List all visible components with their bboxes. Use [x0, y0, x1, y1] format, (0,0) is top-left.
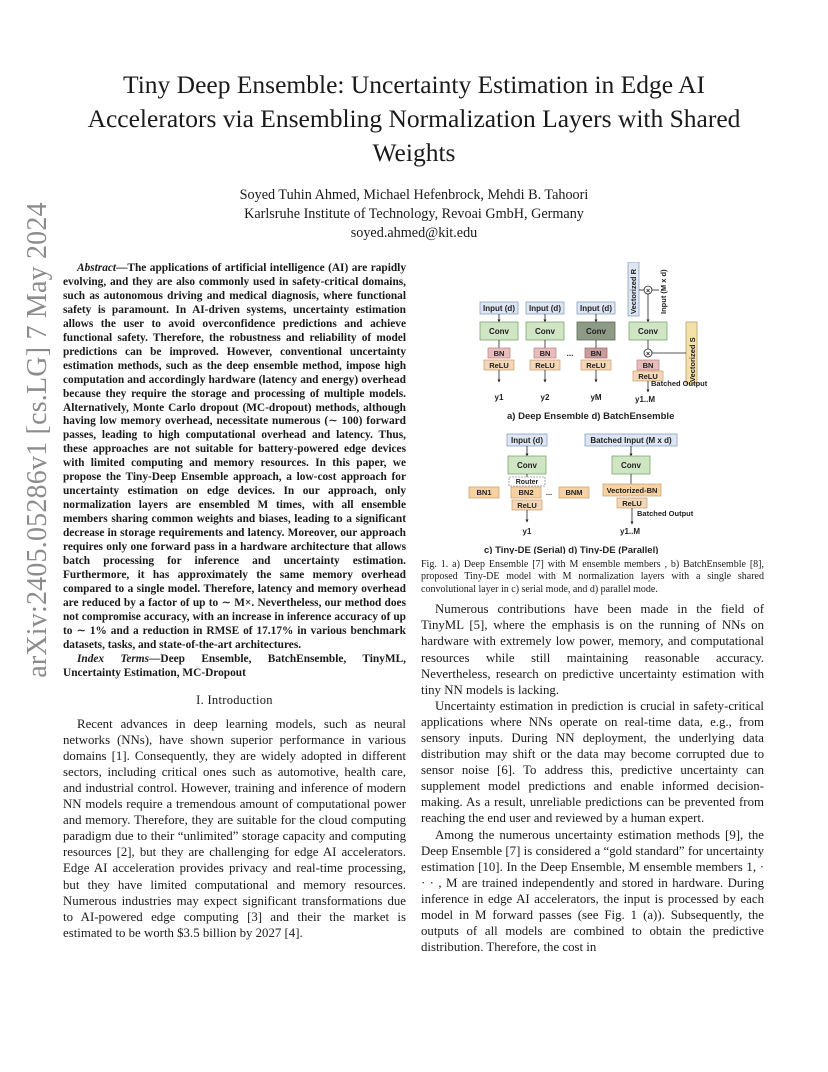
section-heading-introduction: I. Introduction	[196, 692, 273, 707]
index-terms-lead: Index Terms	[77, 652, 150, 665]
arxiv-identifier[interactable]: arXiv:2405.05286v1 [cs.LG] 7 May 2024	[22, 202, 53, 678]
tiny-de-serial	[469, 434, 589, 536]
paper-title: Tiny Deep Ensemble: Uncertainty Estimation in Edge AI Accelerators via Ensembling Normalization Layers with Shared Weights	[87, 70, 741, 167]
label-input: Input (d)	[580, 304, 612, 313]
figure-1-diagram	[421, 262, 764, 554]
label-conv: Conv	[517, 461, 537, 470]
label-conv: Conv	[586, 327, 606, 336]
figure-1-caption: Fig. 1. a) Deep Ensemble [7] with M ensemble members , b) BatchEnsemble [8], proposed Tiny-DE model with M normalization layers with a single shared convolutional layer in c) serial mode, and d) parallel mode.	[421, 559, 764, 595]
index-terms-text: —Deep Ensemble, BatchEnsemble, TinyML, Uncertainty Estimation, MC-Dropout	[63, 652, 407, 679]
label-output-ym: yM	[590, 393, 602, 402]
svg-text:×: ×	[645, 288, 651, 295]
svg-text:×: ×	[645, 351, 651, 358]
paragraph: Recent advances in deep learning models, such as neural networks (NNs), have shown superior performance in various domains [1]. Consequently, they are widely adopted in different sectors, including critical ones such as automotive, health care, and industrial control. However, training and inference of modern NN models require a tremendous amount of computational power and memory. Therefore, they are suitable for the cloud computing paradigm due to their “unlimited” storage capacity and computing resources [2], but they are challenging for edge AI accelerators. Edge AI acceleration provides privacy and real-time processing, but they have limited computational and memory resources. Numerous industries may expect significant transformations due to AI-powered edge computing [3] and their the market is estimated to be worth $3.5 billion by 2027 [4].	[63, 716, 406, 940]
label-vectorized-bn: Vectorized-BN	[606, 486, 658, 495]
label-output-y1: y1	[522, 527, 532, 536]
label-conv: Conv	[489, 327, 509, 336]
left-column	[63, 262, 406, 941]
subcaption-cd: c) Tiny-DE (Serial) d) Tiny-DE (Parallel)	[484, 545, 659, 554]
abstract	[63, 262, 406, 653]
label-input: Input (d)	[511, 436, 543, 445]
author-names: Soyed Tuhin Ahmed, Michael Hefenbrock, Mehdi B. Tahoori	[239, 187, 589, 203]
index-terms	[63, 653, 406, 681]
abstract-text: —The applications of artificial intelligence (AI) are rapidly evolving, and they are also commonly used in safety-critical domains, such as autonomous driving and medical diagnosis, where functional safety is paramount. In AI-driven systems, uncertainty estimation allows the user to avoid overconfidence predictions and achieve functional safety. Therefore, the robustness and reliability of model predictions can be improved. However, conventional uncertainty estimation methods, such as the deep ensemble method, impose high computation and accordingly hardware (latency and energy) overhead because they require the storage and processing of multiple models. Alternatively, Monte Carlo dropout (MC-dropout) methods, although having low memory overhead, necessitate numerous (∼ 100) forward passes, leading to high computational overhead and latency. Thus, these approaches are not suitable for battery-powered edge devices with limited computing and memory resources. In this paper, we propose the Tiny-Deep Ensemble approach, a low-cost approach for uncertainty estimation on edge devices. In our approach, only normalization layers are ensembled M times, with all ensemble members sharing common weights and biases, leading to a significant decrease in storage requirements and latency. Moreover, our approach requires only one forward pass in a hardware architecture that allows batch processing for inference and uncertainty estimation. Furthermore, it has approximately the same memory overhead compared to a single model. Therefore, latency and memory overhead are reduced by a factor of up to ∼ M×. Nevertheless, our method does not compromise accuracy, with an increase in inference accuracy of up to ∼ 1% and a reduction in RMSE of 17.17% in various benchmark datasets, tasks, and state-of-the-art architectures.	[63, 262, 406, 651]
figure-1	[421, 262, 764, 554]
label-conv: Conv	[621, 461, 641, 470]
label-bnm: BNM	[565, 488, 583, 497]
subcaption-ab: a) Deep Ensemble d) BatchEnsemble	[507, 411, 675, 422]
right-column	[421, 559, 764, 955]
label-output-y1m: y1..M	[635, 395, 656, 404]
label-relu: ReLU	[622, 499, 642, 508]
label-relu: ReLU	[535, 361, 555, 370]
abstract-lead: Abstract	[77, 262, 117, 274]
deep-ensemble-member-1	[480, 302, 518, 402]
label-bn: BN	[590, 349, 602, 358]
deep-ensemble-member-2	[526, 302, 564, 402]
label-bn: BN	[539, 349, 551, 358]
tiny-de-parallel	[585, 434, 694, 536]
author-email[interactable]: soyed.ahmed@kit.edu	[350, 225, 478, 241]
label-router: Router	[515, 479, 539, 486]
label-input: Input (d)	[529, 304, 561, 313]
label-vectorized-r: Vectorized R	[629, 268, 638, 314]
deep-ensemble-member-m	[577, 302, 615, 402]
label-output-y1: y1	[494, 393, 504, 402]
label-batched-output: Batched Output	[651, 379, 708, 388]
label-bn1: BN1	[476, 488, 492, 497]
label-relu: ReLU	[489, 361, 509, 370]
label-vectorized-s: Vectorized S	[688, 337, 697, 382]
label-output-y1m: y1..M	[620, 527, 641, 536]
label-dots: ...	[545, 488, 553, 497]
label-batched-input: Batched Input (M x d)	[590, 436, 672, 445]
paragraph: Uncertainty estimation in prediction is crucial in safety-critical applications where NNs operate on real-time data, e.g., from sensory inputs. During NN deployment, the underlying data distribution may shift or the data may become corrupted due to sensor noise [6]. To address this, predictive uncertainty can supplement model predictions and enable informed decision-making. As a result, unreliable predictions can be prevented from reaching the end user and reviewed by a human expert.	[421, 698, 764, 826]
label-bn2: BN2	[518, 488, 534, 497]
author-block	[100, 186, 728, 243]
right-body-text	[421, 601, 764, 955]
label-bn: BN	[493, 349, 505, 358]
left-body-text	[63, 716, 406, 941]
label-input-mxd: Input (M x d)	[659, 269, 668, 314]
batch-ensemble	[628, 262, 708, 404]
label-batched-output: Batched Output	[637, 509, 694, 518]
paragraph: Numerous contributions have been made in the field of TinyML [5], where the emphasis is on the running of NNs on hardware with extremely low power, memory, and computational resources while still maintaining reasonable accuracy. Nevertheless, research on predictive uncertainty estimation with tiny NN models is lacking.	[421, 602, 764, 697]
label-relu: ReLU	[517, 501, 537, 510]
author-affiliation: Karlsruhe Institute of Technology, Revoai GmbH, Germany	[244, 206, 584, 222]
label-conv: Conv	[535, 327, 555, 336]
arxiv-sidebar	[8, 190, 68, 690]
paragraph: Among the numerous uncertainty estimation methods [9], the Deep Ensemble [7] is considered a “gold standard” for uncertainty estimation [10]. In the Deep Ensemble, M ensemble members 1, · · · , M are trained independently and stored in hardware. During inference in edge AI accelerators, the input is processed by each model in M forward passes (see Fig. 1 (a)). Subsequently, the outputs of all models are combined to obtain the predictive distribution. Therefore, the cost in	[421, 827, 764, 955]
label-output-y2: y2	[540, 393, 550, 402]
label-dots: ...	[566, 349, 574, 358]
label-relu: ReLU	[638, 372, 658, 381]
label-input: Input (d)	[483, 304, 515, 313]
label-conv: Conv	[638, 327, 658, 336]
label-bn: BN	[642, 361, 654, 370]
label-relu: ReLU	[586, 361, 606, 370]
